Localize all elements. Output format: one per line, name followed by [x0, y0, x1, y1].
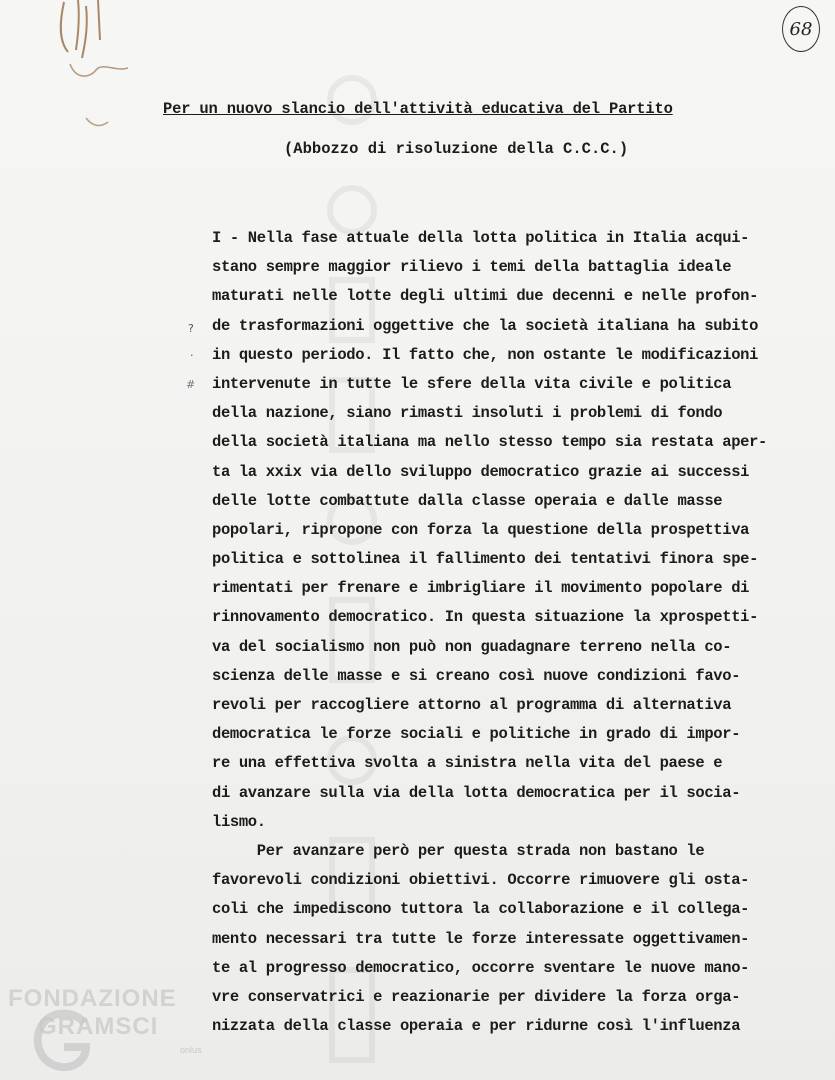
- body-line: popolari, ripropone con forza la questione della prospettiva: [212, 520, 750, 539]
- body-line: democratica le forze sociali e politiche in grado di impor-: [212, 725, 741, 744]
- body-line: delle lotte combattute dalla classe operaia e dalle masse: [212, 491, 723, 510]
- fondazione-gramsci-logo: [4, 985, 214, 1080]
- document-body: [212, 224, 822, 1041]
- margin-question-mark: ?: [188, 322, 194, 335]
- body-line: intervenute in tutte le sfere della vita civile e politica: [212, 374, 732, 393]
- body-line: vre conservatrici e reazionarie per dividere la forza orga-: [212, 987, 741, 1006]
- logo-suffix: onlus: [180, 1045, 202, 1055]
- body-line: va del socialismo non può non guadagnare terreno nella co-: [212, 637, 732, 656]
- body-line: stano sempre maggior rilievo i temi della battaglia ideale: [212, 258, 732, 277]
- body-line: della nazione, siano rimasti insoluti i problemi di fondo: [212, 404, 723, 423]
- body-line: di avanzare sulla via della lotta democratica per il socia-: [212, 783, 741, 802]
- body-line: Per avanzare però per questa strada non bastano le: [212, 841, 705, 860]
- logo-text-line2: GRAMSCI: [38, 1013, 159, 1040]
- body-line: lismo.: [212, 812, 266, 831]
- body-line: te al progresso democratico, occorre sventare le nuove mano-: [212, 958, 750, 977]
- document-subtitle: (Abbozzo di risoluzione della C.C.C.): [284, 140, 629, 158]
- body-line: rinnovamento democratico. In questa situazione la xprospetti-: [212, 608, 759, 627]
- body-line: rimentati per frenare e imbrigliare il movimento popolare di: [212, 579, 750, 598]
- logo-text-line1: FONDAZIONE: [8, 985, 177, 1012]
- body-line: della società italiana ma nello stesso tempo sia restata aper-: [212, 433, 767, 452]
- body-line: coli che impediscono tuttora la collaborazione e il collega-: [212, 900, 750, 919]
- page-number-circled: 68: [782, 6, 820, 52]
- document-title: Per un nuovo slancio dell'attività educativa del Partito: [163, 100, 673, 118]
- body-line: in questo periodo. Il fatto che, non ostante le modificazioni: [212, 345, 759, 364]
- body-line: politica e sottolinea il fallimento dei tentativi finora spe-: [212, 550, 759, 569]
- body-line: favorevoli condizioni obiettivi. Occorre rimuovere gli osta-: [212, 871, 750, 890]
- margin-hash-mark: #: [186, 378, 196, 391]
- body-line: I - Nella fase attuale della lotta politica in Italia acqui-: [212, 229, 750, 247]
- body-line: nizzata della classe operaia e per ridurne così l'influenza: [212, 1017, 741, 1036]
- body-line: ta la xxix via dello sviluppo democratico grazie ai successi: [212, 462, 750, 481]
- body-line: scienza delle masse e si creano così nuove condizioni favo-: [212, 666, 741, 685]
- body-line: re una effettiva svolta a sinistra nella vita del paese e: [212, 754, 723, 773]
- body-line: maturati nelle lotte degli ultimi due decenni e nelle profon-: [212, 287, 759, 306]
- body-line: revoli per raccogliere attorno al programma di alternativa: [212, 696, 732, 714]
- body-line: de trasformazioni oggettive che la società italiana ha subito: [212, 316, 759, 335]
- margin-dot-mark: .: [190, 346, 194, 359]
- pencil-annotation: [56, 0, 136, 140]
- body-line: mento necessari tra tutte le forze interessate oggettivamen-: [212, 929, 750, 948]
